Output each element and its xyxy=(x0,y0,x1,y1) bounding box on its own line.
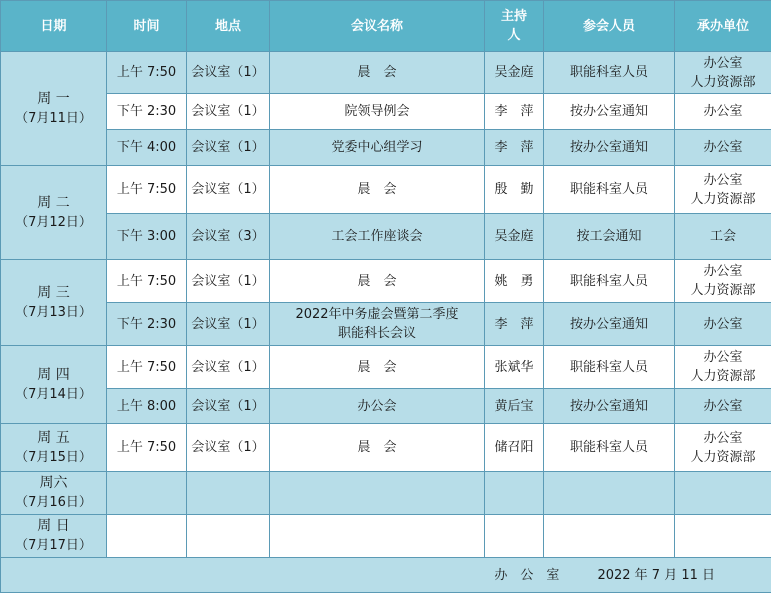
table-row xyxy=(1,424,771,472)
attendees-cell xyxy=(544,515,675,558)
weekday-label: 周 四 xyxy=(37,366,70,383)
place-cell: 会议室（3） xyxy=(187,214,270,260)
host-cell: 姚 勇 xyxy=(485,260,544,303)
date-cell xyxy=(1,515,107,558)
meeting-name-cell-line: 职能科长会议 xyxy=(337,326,416,341)
host-cell: 殷 勤 xyxy=(485,166,544,214)
organizer-cell-line: 办公室 xyxy=(703,430,743,446)
col-header-organizer: 承办单位 xyxy=(675,1,771,52)
time-cell: 上午 8:00 xyxy=(107,389,187,424)
organizer-cell-line: 办公室 xyxy=(703,172,743,188)
host-cell: 李 萍 xyxy=(485,94,544,130)
place-cell: 会议室（1） xyxy=(187,94,270,130)
host-cell: 黄后宝 xyxy=(485,389,544,424)
date-label: （7月12日） xyxy=(15,214,92,230)
organizer-cell xyxy=(675,515,771,558)
organizer-cell xyxy=(675,52,771,94)
attendees-cell: 按办公室通知 xyxy=(544,303,675,346)
organizer-cell xyxy=(675,424,771,472)
host-cell: 储召阳 xyxy=(485,424,544,472)
meeting-name-cell: 工会工作座谈会 xyxy=(270,214,485,260)
attendees-cell: 职能科室人员 xyxy=(544,346,675,389)
organizer-cell xyxy=(675,260,771,303)
meeting-name-cell: 晨 会 xyxy=(270,346,485,389)
meeting-name-cell: 晨 会 xyxy=(270,424,485,472)
weekday-label: 周 五 xyxy=(37,429,70,446)
attendees-cell: 按办公室通知 xyxy=(544,389,675,424)
time-cell: 下午 2:30 xyxy=(107,303,187,346)
attendees-cell: 职能科室人员 xyxy=(544,424,675,472)
host-cell: 吴金庭 xyxy=(485,52,544,94)
time-cell: 下午 3:00 xyxy=(107,214,187,260)
table-row xyxy=(1,214,771,260)
meeting-name-cell xyxy=(270,515,485,558)
meeting-name-cell-line: 2022年中务虚会暨第二季度 xyxy=(295,307,459,322)
organizer-cell-line: 办公室 xyxy=(703,104,743,119)
meeting-name-cell xyxy=(270,303,485,346)
col-header-date: 日期 xyxy=(1,1,107,52)
table-row xyxy=(1,389,771,424)
organizer-cell-line: 办公室 xyxy=(703,55,743,71)
place-cell: 会议室（1） xyxy=(187,166,270,214)
table-row xyxy=(1,52,771,94)
organizer-cell-line: 人力资源部 xyxy=(690,369,756,384)
date-cell xyxy=(1,472,107,515)
organizer-cell xyxy=(675,130,771,166)
place-cell xyxy=(187,472,270,515)
time-cell: 上午 7:50 xyxy=(107,260,187,303)
table-row xyxy=(1,303,771,346)
place-cell: 会议室（1） xyxy=(187,130,270,166)
organizer-cell xyxy=(675,472,771,515)
attendees-cell: 职能科室人员 xyxy=(544,260,675,303)
attendees-cell: 职能科室人员 xyxy=(544,166,675,214)
organizer-cell-line: 人力资源部 xyxy=(690,74,756,90)
table-row xyxy=(1,346,771,389)
organizer-cell-line: 人力资源部 xyxy=(690,449,756,465)
host-cell: 李 萍 xyxy=(485,303,544,346)
time-cell: 上午 7:50 xyxy=(107,166,187,214)
meeting-name-cell xyxy=(270,472,485,515)
col-header-place: 地点 xyxy=(187,1,270,52)
organizer-cell xyxy=(675,214,771,260)
header-row xyxy=(1,1,771,52)
time-cell: 上午 7:50 xyxy=(107,52,187,94)
table-row xyxy=(1,515,771,558)
table-row xyxy=(1,94,771,130)
meeting-name-cell: 党委中心组学习 xyxy=(270,130,485,166)
time-cell xyxy=(107,515,187,558)
footer-date: 2022 年 7 月 11 日 xyxy=(597,567,715,583)
place-cell xyxy=(187,515,270,558)
date-cell xyxy=(1,424,107,472)
organizer-cell xyxy=(675,389,771,424)
place-cell: 会议室（1） xyxy=(187,389,270,424)
col-header-attendees: 参会人员 xyxy=(544,1,675,52)
date-cell xyxy=(1,346,107,424)
date-label: （7月17日） xyxy=(15,538,92,553)
host-cell: 吴金庭 xyxy=(485,214,544,260)
time-cell: 下午 2:30 xyxy=(107,94,187,130)
host-cell xyxy=(485,472,544,515)
organizer-cell-line: 办公室 xyxy=(703,264,743,279)
table-row xyxy=(1,166,771,214)
date-label: （7月11日） xyxy=(15,110,92,126)
attendees-cell: 按办公室通知 xyxy=(544,94,675,130)
organizer-cell xyxy=(675,166,771,214)
time-cell: 下午 4:00 xyxy=(107,130,187,166)
meeting-name-cell: 晨 会 xyxy=(270,260,485,303)
weekday-label: 周 三 xyxy=(37,284,70,301)
weekday-label: 周 日 xyxy=(37,518,70,534)
host-cell: 李 萍 xyxy=(485,130,544,166)
organizer-cell-line: 人力资源部 xyxy=(690,283,756,298)
organizer-cell-line: 办公室 xyxy=(703,398,743,414)
date-cell xyxy=(1,52,107,166)
organizer-cell xyxy=(675,94,771,130)
col-header-meeting-name: 会议名称 xyxy=(270,1,485,52)
weekday-label: 周 二 xyxy=(37,194,70,211)
organizer-cell-line: 人力资源部 xyxy=(690,191,756,207)
col-header-time: 时间 xyxy=(107,1,187,52)
weekday-label: 周 一 xyxy=(37,90,70,107)
table-row xyxy=(1,260,771,303)
organizer-cell-line: 办公室 xyxy=(703,316,743,332)
organizer-cell xyxy=(675,346,771,389)
place-cell: 会议室（1） xyxy=(187,424,270,472)
place-cell: 会议室（1） xyxy=(187,52,270,94)
attendees-cell xyxy=(544,472,675,515)
attendees-cell: 按办公室通知 xyxy=(544,130,675,166)
footer-office: 办 公 室 xyxy=(494,567,560,583)
date-label: （7月13日） xyxy=(15,304,92,320)
place-cell: 会议室（1） xyxy=(187,346,270,389)
footer-cell xyxy=(1,558,771,593)
date-cell xyxy=(1,166,107,260)
table-row xyxy=(1,472,771,515)
attendees-cell: 职能科室人员 xyxy=(544,52,675,94)
date-cell xyxy=(1,260,107,346)
place-cell: 会议室（1） xyxy=(187,303,270,346)
time-cell: 上午 7:50 xyxy=(107,424,187,472)
meeting-name-cell: 院领导例会 xyxy=(270,94,485,130)
date-label: （7月16日） xyxy=(15,495,92,510)
meeting-name-cell: 晨 会 xyxy=(270,52,485,94)
organizer-cell xyxy=(675,303,771,346)
time-cell: 上午 7:50 xyxy=(107,346,187,389)
host-cell: 张斌华 xyxy=(485,346,544,389)
meeting-name-cell: 办公会 xyxy=(270,389,485,424)
time-cell xyxy=(107,472,187,515)
col-header-host: 主持 人 xyxy=(485,1,544,52)
attendees-cell: 按工会通知 xyxy=(544,214,675,260)
meeting-name-cell: 晨 会 xyxy=(270,166,485,214)
date-label: （7月15日） xyxy=(15,449,92,465)
table-row xyxy=(1,130,771,166)
weekday-label: 周六 xyxy=(39,475,68,491)
organizer-cell-line: 工会 xyxy=(709,229,736,244)
footer-row xyxy=(1,558,771,593)
organizer-cell-line: 办公室 xyxy=(703,140,743,155)
date-label: （7月14日） xyxy=(15,386,92,402)
place-cell: 会议室（1） xyxy=(187,260,270,303)
host-cell xyxy=(485,515,544,558)
organizer-cell-line: 办公室 xyxy=(703,350,743,365)
